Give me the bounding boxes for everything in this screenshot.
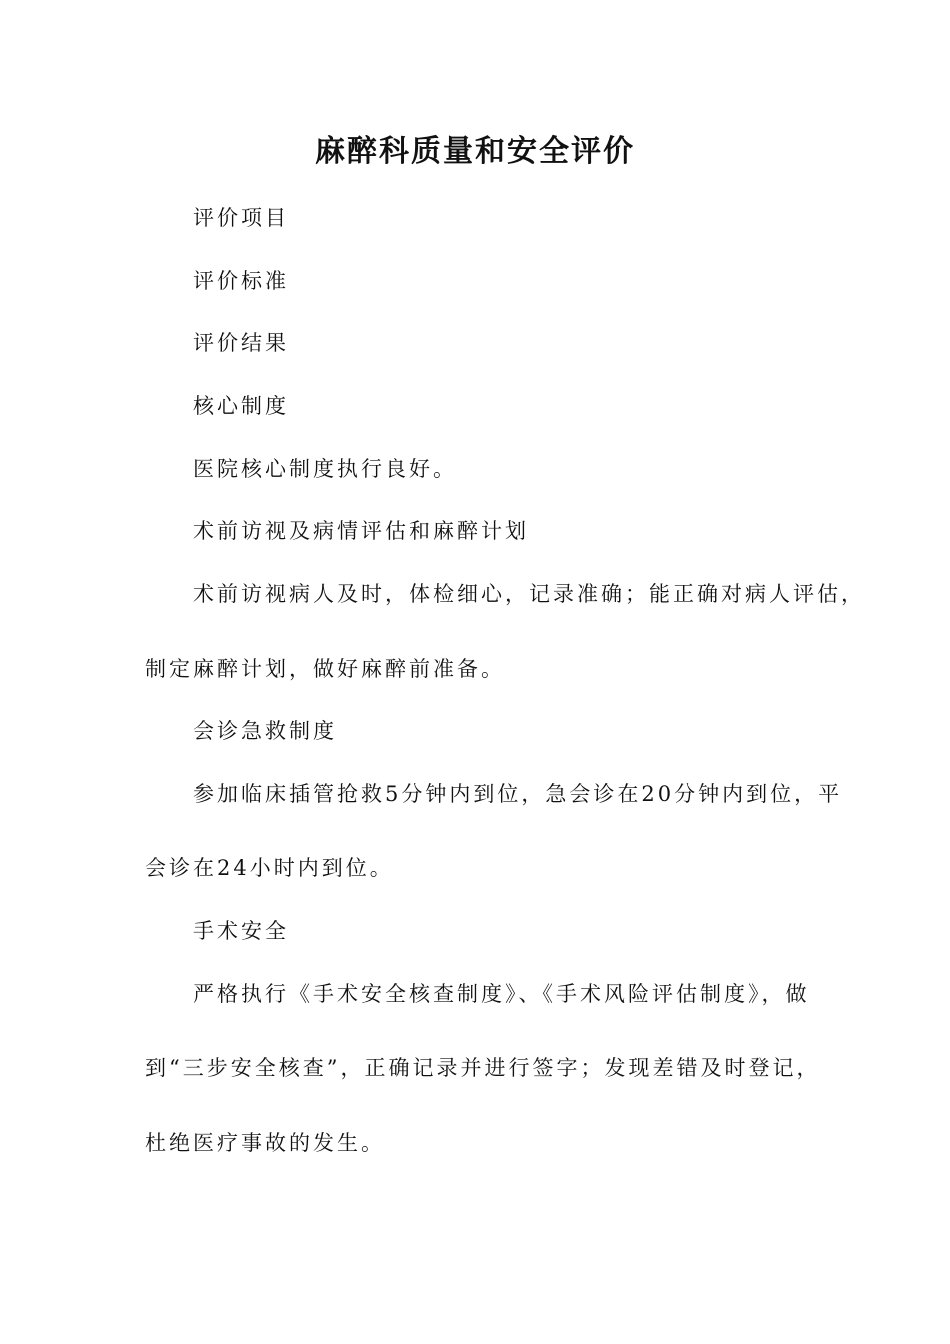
heading-surgical-safety: 手术安全 xyxy=(193,919,289,943)
paragraph-consultation-line1: 参加临床插管抢救5分钟内到位，急会诊在20分钟内到位，平 xyxy=(193,782,843,806)
heading-preop-visit: 术前访视及病情评估和麻醉计划 xyxy=(193,519,529,543)
paragraph-consultation-line2: 会诊在24小时内到位。 xyxy=(145,856,394,880)
heading-evaluation-result: 评价结果 xyxy=(193,331,289,355)
paragraph-surgical-safety-line1: 严格执行《手术安全核查制度》、《手术风险评估制度》，做 xyxy=(193,982,810,1006)
heading-evaluation-item: 评价项目 xyxy=(193,206,289,230)
paragraph-core-system: 医院核心制度执行良好。 xyxy=(193,457,457,481)
heading-evaluation-standard: 评价标准 xyxy=(193,269,289,293)
paragraph-surgical-safety-line2: 到“三步安全核查”，正确记录并进行签字；发现差错及时登记， xyxy=(145,1056,821,1080)
paragraph-preop-visit-line1: 术前访视病人及时，体检细心，记录准确；能正确对病人评估， xyxy=(193,582,865,606)
heading-core-system: 核心制度 xyxy=(193,394,289,418)
paragraph-surgical-safety-line3: 杜绝医疗事故的发生。 xyxy=(145,1131,385,1155)
paragraph-preop-visit-line2: 制定麻醉计划，做好麻醉前准备。 xyxy=(145,657,505,681)
page-title: 麻醉科质量和安全评价 xyxy=(315,134,635,169)
heading-consultation-rescue: 会诊急救制度 xyxy=(193,719,337,743)
